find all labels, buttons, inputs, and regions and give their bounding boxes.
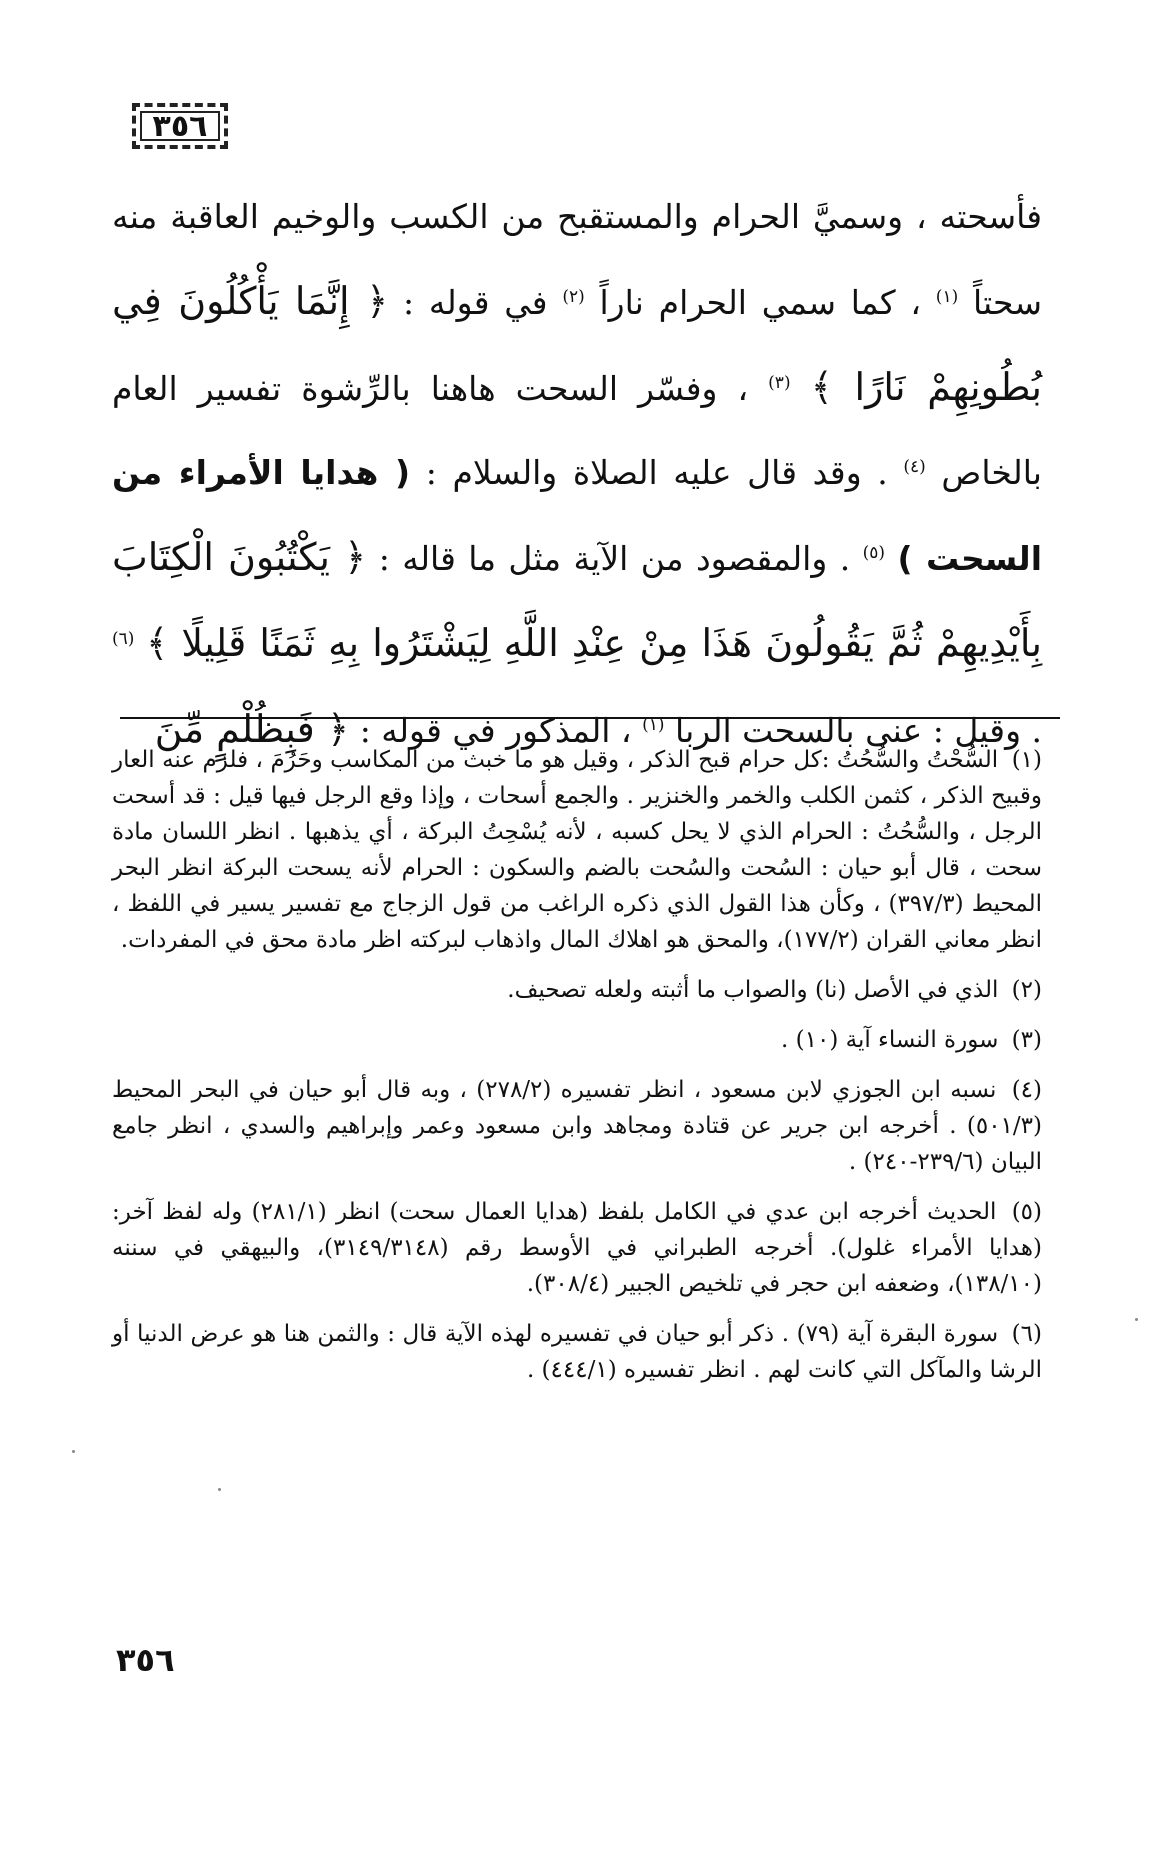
body-sentence: . والمقصود من الآية مثل ما قاله : [378, 539, 851, 578]
footnote-item [112, 742, 1042, 958]
header-page-number-box [132, 103, 228, 149]
footnote-item [112, 972, 1042, 1008]
footnote-ref: (١) [935, 287, 959, 307]
footnote-text: الذي في الأصل (نا) والصواب ما أثبته ولعله تصحيف. [507, 977, 999, 1003]
footnote-number: (٤) [1011, 1077, 1043, 1103]
footnote-item [112, 1072, 1042, 1180]
footnote-ref: (٢) [562, 287, 585, 307]
footnote-text: سورة النساء آية (١٠) . [781, 1027, 999, 1053]
footnote-number: (٣) [1011, 1027, 1042, 1053]
footnote-number: (١) [1011, 747, 1043, 773]
footnote-number: (٥) [1011, 1199, 1043, 1225]
header-page-number: ٣٥٦ [152, 108, 208, 144]
body-sentence: فأسحته ، وسميَّ الحرام والمستقبح من الكسب والوخيم العاقبة منه سحتاً [112, 197, 1042, 322]
scan-speck [72, 1450, 75, 1453]
footnotes [112, 742, 1042, 1402]
scan-speck [218, 1488, 221, 1491]
footnote-divider [120, 717, 1060, 719]
footer-page-number: ٣٥٦ [116, 1641, 175, 1679]
scan-speck [1135, 1318, 1138, 1321]
footnote-ref: (٤) [903, 457, 926, 477]
footnote-item [112, 1022, 1042, 1058]
body-sentence: . وقيل : عنى بالسحت الربا [675, 711, 1042, 750]
body-sentence: في قوله : [403, 283, 548, 322]
footnote-number: (٦) [1011, 1321, 1042, 1347]
hadith-quote: ( هدايا الأمراء من السحت ) [112, 453, 1043, 578]
footnote-text: السُّحْتُ والسُّحُتُ :كل حرام قبح الذكر ، وقيل هو ما خبث من المكاسب وحَرُمَ ، فلزم عنه العار وقبيح الذكر ، كثمن الكلب والخمر والخنزير . والجمع أسحات ، وإذا وقع الرجل فيها قيل : قد أسحت الرجل ، والسُّحُتُ : الحرام الذي لا يحل كسبه ، لأنه يُسْحِتُ البركة ، أي يذهبها . انظر اللسان مادة سحت ، قال أبو حيان : السُحت والسُحت بالضم والسكون : الحرام لأنه يسحت البركة انظر البحر المحيط (٣٩٧/٣) ، وكأن هذا القول الذي ذكره الراغب من قول الزجاج مع تفسير يسير في اللفظ ، انظر معاني القران (١٧٧/٢)، والمحق هو اهلاك المال واذهاب لبركته اظر مادة محق في المفردات. [112, 747, 1043, 953]
footnote-ref: (٦) [112, 629, 135, 649]
footnote-text: نسبه ابن الجوزي لابن مسعود ، انظر تفسيره (٢٧٨/٢) ، وبه قال أبو حيان في البحر المحيط (٥٠١/٣) . أخرجه ابن جرير عن قتادة ومجاهد وابن مسعود وعمر وإبراهيم والسدي ، انظر جامع البيان (٢٣٩/٦-٢٤٠) . [112, 1077, 1042, 1175]
footnote-number: (٢) [1011, 977, 1042, 1003]
footnote-ref: (٥) [862, 543, 886, 563]
body-sentence: . وقد قال عليه الصلاة والسلام : [425, 453, 888, 492]
footnote-ref: (٣) [768, 373, 791, 393]
footnote-item [112, 1194, 1042, 1302]
body-sentence: ، المذكور في قوله : [359, 711, 632, 750]
quran-verse: ﴿ فَبِظُلْمٍ مِّنَ [154, 707, 350, 751]
body-sentence: ، وفسّر السحت هاهنا بالرِّشوة تفسير العام بالخاص [112, 369, 1042, 492]
quran-verse: ﴿ يَكْتُبُونَ الْكِتَابَ بِأَيْدِيهِمْ ثُمَّ يَقُولُونَ هَذَا مِنْ عِنْدِ اللَّهِ لِيَشْتَرُوا بِهِ ثَمَنًا قَلِيلًا ﴾ [112, 535, 1042, 665]
footnote-ref: (١) [642, 715, 665, 735]
footnote-item [112, 1316, 1042, 1388]
main-text [112, 175, 1042, 773]
quran-verse: ﴿ إِنَّمَا يَأْكُلُونَ فِي بُطُونِهِمْ نَارًا ﴾ [112, 279, 1042, 409]
body-sentence: ، كما سمي الحرام ناراً [599, 283, 922, 322]
footnote-text: الحديث أخرجه ابن عدي في الكامل بلفظ (هدايا العمال سحت) انظر (٢٨١/١) وله لفظ آخر:(هدايا الأمراء غلول). أخرجه الطبراني في الأوسط رقم (٣١٤٩/٣١٤٨)، والبيهقي في سننه (١٣٨/١٠)، وضعفه ابن حجر في تلخيص الجبير (٣٠٨/٤). [112, 1199, 1042, 1297]
footnote-text: سورة البقرة آية (٧٩) . ذكر أبو حيان في تفسيره لهذه الآية قال : والثمن هنا هو عرض الدنيا أو الرشا والمآكل التي كانت لهم . انظر تفسيره (٤٤٤/١) . [112, 1321, 1042, 1383]
